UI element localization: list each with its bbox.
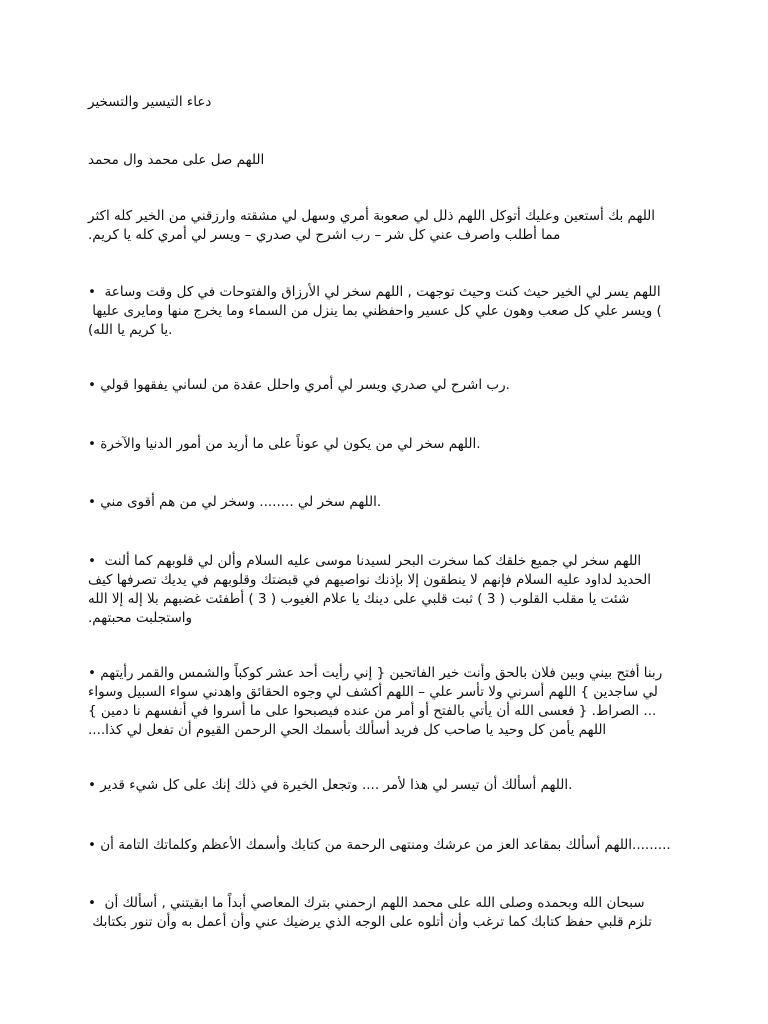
dua-paragraph-8: • اللهم أسألك أن تيسر لي هذا لأمر .... وتجعل الخيرة في ذلك إنك على كل شيء قدير. [88, 777, 573, 793]
document-title: دعاء التيسير والتسخير [88, 94, 212, 110]
dua-paragraph-10: • سبحان الله وبحمده وصلى الله على محمد اللهم ارحمني بترك المعاصي أبداً ما ابقيتني , أسألك أن تلزم قلبي حفظ كتابك كما ترغب وأن أتلوه على الوجه الذي يرضيك عني وأن أعمل به وأن تنور بكتابك [88, 895, 652, 930]
dua-paragraph-5: • اللهم سخر لي ........ وسخر لي من هم أقوى مني. [88, 494, 382, 510]
dua-paragraph-2: • اللهم يسر لي الخير حيث كنت وحيث توجهت , اللهم سخر لي الأرزاق والفتوحات في كل وقت وساعة ويسر علي كل صعب وهون علي كل عسير واحفظني بما ينزل من السماء وما يخرج منها ومايرى عليها ( (يا كريم يا الله. [88, 284, 662, 338]
dua-paragraph-4: • اللهم سخر لي من يكون لي عوناً على ما أريد من أمور الدنيا والآخرة. [88, 436, 481, 452]
dua-paragraph-7: • ربنا أفتح بيني وبين فلان بالحق وأنت خير الفاتحين { إني رأيت أحد عشر كوكباً والشمس والقمر رأيتهم لي ساجدين } اللهم أسرني ولا تأسر علي – اللهم أكشف لي وجوه الحقائق واهدني سواء السبيل وسواء الصراط. { فعسى الله أن يأتي بالفتح أو أمر من عنده فيصبحوا على ما أسروا في أنفسهم نا دمين } ... ....اللهم يأمن كل وحيد يا صاحب كل فريد أسألك بأسمك الحي الرحمن القيوم أن تفعل لي كذا [88, 665, 663, 738]
dua-paragraph-1: اللهم بك أستعين وعليك أتوكل اللهم ذلل لي صعوبة أمري وسهل لي مشقته وارزقني من الخير كله اكثر .مما أطلب واصرف عني كل شر – رب اشرح لي صدري – ويسر لي أمري كله يا كريم [88, 208, 656, 243]
salawat-line: اللهم صل على محمد وال محمد [88, 152, 265, 168]
dua-paragraph-9: • اللهم أسألك بمقاعد العز من عرشك ومنتهى الرحمة من كتابك وأسمك الأعظم وكلماتك التامة أن......... [88, 837, 671, 853]
dua-paragraph-6: • اللهم سخر لي جميع خلقك كما سخرت البحر لسيدنا موسى عليه السلام وألن لي قلوبهم كما ألنت الحديد لداود عليه السلام فإنهم لا ينطقون إلا بإذنك نواصيهم في قبضتك وقلوبهم في يديك تصرفها كيف شئت يا مقلب القلوب ( 3 ) ثبت قلبي على دينك يا علام الغيوب ( 3 ) أطفئت غضبهم بلا إله إلا الله .واستجلبت محبتهم [88, 553, 651, 626]
dua-paragraph-3: • رب اشرح لي صدري ويسر لي أمري واحلل عقدة من لساني يفقهوا قولي. [88, 377, 510, 393]
